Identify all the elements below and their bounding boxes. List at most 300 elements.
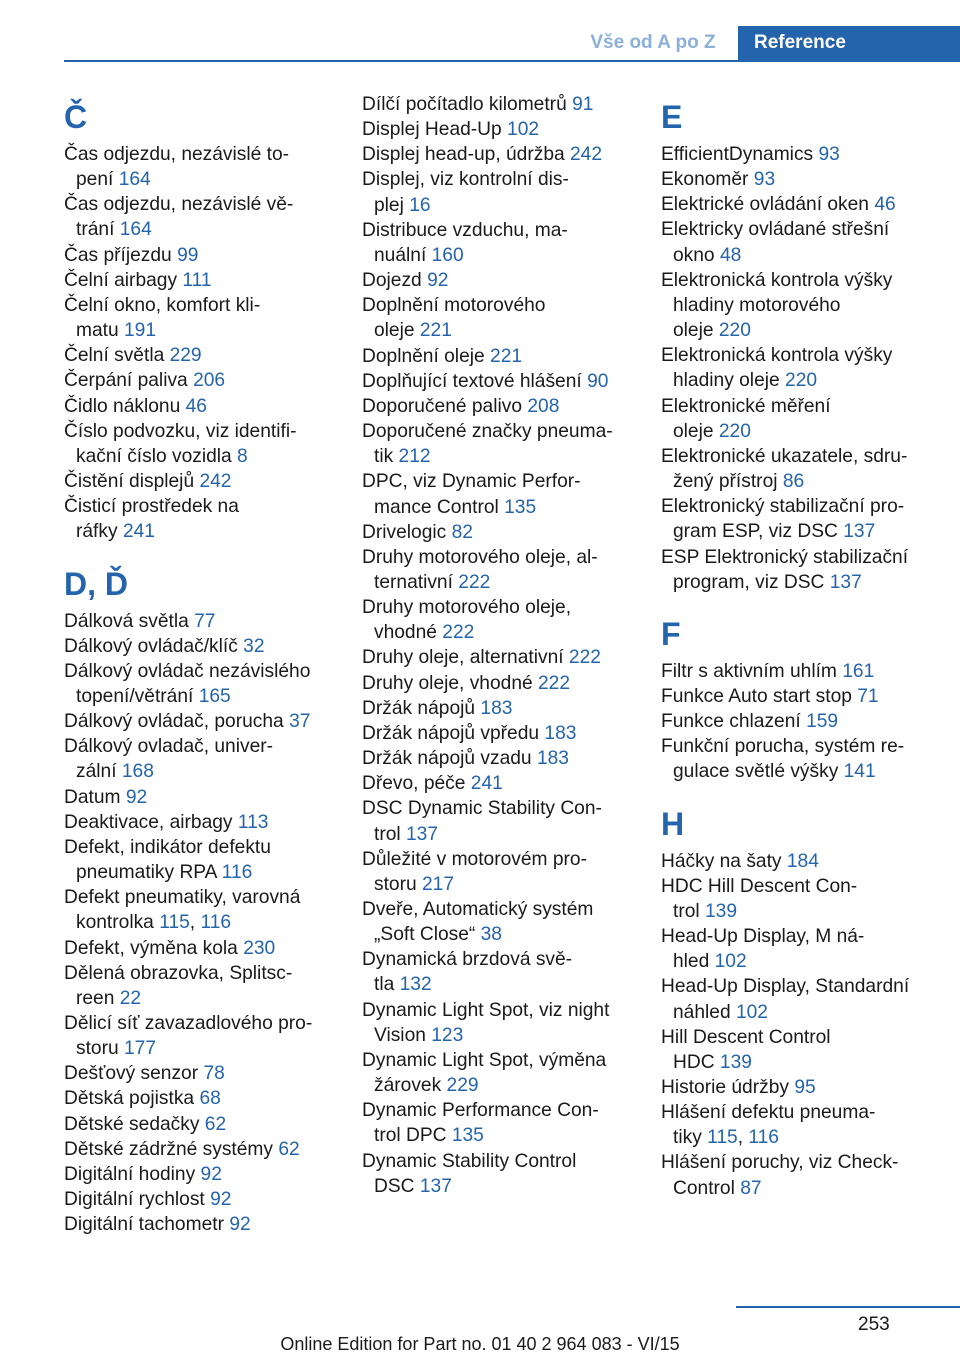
page-reference-link[interactable]: 38 [480, 924, 502, 946]
index-entry [64, 419, 324, 469]
page-reference-link[interactable]: 241 [470, 773, 503, 795]
index-entry [362, 344, 622, 369]
page-reference-link[interactable]: 92 [200, 1163, 222, 1185]
entry-text: Filtr s aktivním uhlím [661, 660, 837, 682]
index-entry [362, 721, 622, 746]
page-reference-link[interactable]: 184 [786, 850, 819, 872]
entry-text: Hlášení defektu pneuma- [661, 1102, 876, 1124]
page-reference-link[interactable]: 113 [237, 811, 269, 833]
page-reference-link[interactable]: 217 [422, 873, 455, 895]
index-entry [362, 545, 622, 595]
page-reference-link[interactable]: 102 [735, 1001, 768, 1023]
entry-text: Dynamická brzdová svě- [362, 949, 573, 971]
index-entry [661, 1150, 921, 1200]
entry-text: Čas odjezdu, nezávislé vě- [64, 194, 294, 216]
index-entry [64, 1061, 324, 1086]
entry-text: trol [673, 900, 700, 922]
entry-text: Defekt, indikátor defektu [64, 836, 271, 858]
page-reference-link[interactable]: 86 [782, 471, 805, 493]
index-entry [64, 1011, 324, 1061]
page-reference-link[interactable]: 183 [544, 722, 577, 744]
entry-text: žárovek [374, 1075, 442, 1097]
entry-text: Elektronická kontrola výšky [661, 269, 893, 291]
index-entry [661, 709, 921, 734]
index-entry [661, 394, 921, 444]
page-reference-link[interactable]: 222 [442, 622, 475, 644]
entry-text: Elektronická kontrola výšky [661, 345, 893, 367]
entry-text: Displej head-up, údržba [362, 144, 565, 166]
page-reference-link[interactable]: 48 [719, 244, 742, 266]
index-letter-heading: Č [64, 99, 88, 135]
entry-text: Displej, viz kontrolní dis- [362, 169, 569, 191]
entry-text: Druhy motorového oleje, [362, 597, 572, 619]
entry-text: nuální [374, 244, 427, 266]
entry-text: oleje [673, 420, 714, 442]
index-entry [661, 142, 921, 167]
entry-text: Doporučené značky pneuma- [362, 421, 613, 443]
page-reference-link[interactable]: 115 [159, 912, 190, 934]
index-entry [64, 192, 324, 242]
page-reference-link[interactable]: 91 [572, 94, 594, 115]
entry-text: EfficientDynamics [661, 144, 814, 165]
index-entry [362, 268, 622, 293]
page-reference-link[interactable]: 220 [718, 420, 751, 442]
entry-text: Elektronické ukazatele, sdru- [661, 445, 908, 467]
page-reference-link[interactable]: 221 [490, 345, 523, 367]
index-entry: Defekt pneumatiky, varovná kontrolka 115, 116 [64, 887, 301, 934]
index-entry [64, 243, 324, 268]
page-reference-link[interactable]: 46 [185, 395, 207, 417]
entry-text: Head-Up Display, Standardní [661, 976, 910, 998]
page-reference-link[interactable]: 102 [507, 119, 540, 141]
page-reference-link[interactable]: 161 [842, 660, 875, 682]
entry-text: Háčky na šaty [661, 850, 782, 872]
page-reference-link[interactable]: 212 [398, 446, 431, 468]
page-reference-link[interactable]: 116 [200, 912, 232, 934]
entry-text: Druhy oleje, vhodné [362, 672, 533, 694]
index-entry [64, 268, 324, 293]
index-entry [64, 785, 324, 810]
index-entry [362, 1098, 622, 1148]
page-reference-link[interactable]: 177 [124, 1038, 157, 1060]
page-reference-link[interactable]: 221 [419, 320, 452, 342]
entry-text: oleje [673, 320, 714, 342]
index-entry [64, 1187, 324, 1212]
index-entry [661, 1075, 921, 1100]
entry-text: hladiny oleje [673, 370, 780, 392]
index-entry [64, 1112, 324, 1137]
page-reference-link[interactable]: 141 [843, 761, 876, 783]
index-entry [661, 268, 921, 343]
entry-text: Dřevo, péče [362, 773, 466, 795]
entry-text: trol [374, 823, 401, 845]
index-entry [64, 634, 324, 659]
page-reference-link[interactable]: 241 [122, 521, 155, 543]
index-entry [362, 796, 622, 846]
index-entry [362, 469, 622, 519]
index-entry [362, 142, 622, 167]
index-entry [362, 92, 622, 117]
page-reference-link[interactable]: 92 [125, 786, 148, 808]
page-reference-link[interactable]: 116 [221, 862, 253, 884]
page-reference-link[interactable]: 46 [874, 194, 896, 216]
index-entry [362, 847, 622, 897]
entry-text: hladiny motorového [673, 294, 841, 316]
index-entry: Hlášení defektu pneuma- tiky 115, 116 [661, 1102, 876, 1149]
page-reference-link[interactable]: 164 [119, 219, 152, 241]
entry-text: Dělicí síť zavazadlového pro- [64, 1013, 313, 1034]
page-reference-link[interactable]: 139 [719, 1051, 752, 1073]
index-entry [64, 142, 324, 192]
index-entry [661, 545, 921, 595]
index-entry [362, 1048, 622, 1098]
index-entry [661, 217, 921, 267]
entry-text: matu [76, 320, 119, 342]
page-reference-link[interactable]: 222 [538, 672, 571, 694]
entry-text: Čas příjezdu [64, 244, 172, 266]
index-column-1 [64, 92, 324, 1237]
index-entry [661, 734, 921, 784]
index-column-3 [661, 92, 921, 1201]
entry-text: topení/větrání [76, 685, 194, 707]
entry-text: Dálkový ovladač, univer- [64, 736, 274, 758]
index-entry [661, 924, 921, 974]
entry-text: tiky [673, 1127, 702, 1149]
page-reference-link[interactable]: 137 [843, 521, 876, 543]
entry-text: trání [76, 219, 115, 241]
entry-text: Držák nápojů vpředu [362, 722, 540, 744]
entry-text: Doplňující textové hlášení [362, 370, 582, 392]
entry-text: Dálkový ovládač/klíč [64, 635, 238, 657]
index-entry [661, 494, 921, 544]
page-reference-link[interactable]: 92 [229, 1214, 251, 1236]
entry-text: „Soft Close“ [374, 924, 476, 946]
entry-text: Dynamic Performance Con- [362, 1100, 599, 1122]
page-reference-link[interactable]: 62 [278, 1138, 300, 1160]
entry-text: Historie údržby [661, 1077, 789, 1098]
page-reference-link[interactable]: 77 [194, 610, 216, 632]
index-entry [362, 218, 622, 268]
page-reference-link[interactable]: 220 [718, 320, 751, 342]
entry-text: Číslo podvozku, viz identifi- [64, 420, 297, 442]
index-entry [362, 746, 622, 771]
page-reference-link[interactable]: 139 [705, 900, 738, 922]
page-reference-link[interactable]: 208 [527, 395, 560, 417]
page-reference-link[interactable]: 32 [243, 635, 265, 657]
index-entry [661, 167, 921, 192]
entry-text: Dojezd [362, 270, 422, 292]
index-entry [362, 696, 622, 721]
index-entry [362, 897, 622, 947]
entry-text: Funkce Auto start stop [661, 685, 852, 707]
edition-footer: Online Edition for Part no. 01 40 2 964 083 - VI/15 [280, 1334, 680, 1354]
entry-text: pneumatiky RPA [76, 862, 217, 884]
entry-text: Dešťový senzor [64, 1063, 199, 1085]
page-reference-link[interactable]: 242 [199, 471, 232, 493]
page-reference-link[interactable]: 123 [431, 1024, 464, 1046]
entry-text: pení [76, 169, 114, 191]
page-reference-link[interactable]: 164 [118, 169, 151, 191]
entry-text: Vision [374, 1024, 426, 1046]
page-reference-link[interactable]: 62 [204, 1113, 227, 1135]
index-entry [64, 1086, 324, 1111]
index-entry [64, 810, 324, 835]
entry-text: reen [76, 987, 115, 1009]
entry-text: Čelní airbagy [64, 269, 178, 291]
entry-text: Dětská pojistka [64, 1088, 195, 1110]
page-reference-link[interactable]: 165 [198, 685, 231, 707]
index-entry [64, 659, 324, 709]
page-header [0, 26, 960, 60]
index-entry [64, 343, 324, 368]
entry-text: Dynamic Stability Control [362, 1150, 577, 1172]
entry-text: tik [374, 446, 394, 468]
page-reference-link[interactable]: 102 [714, 951, 747, 973]
entry-text: Dělená obrazovka, Splitsc- [64, 962, 293, 984]
entry-text: Důležité v motorovém pro- [362, 848, 587, 870]
entry-text: Drivelogic [362, 521, 447, 543]
entry-text: Doplnění oleje [362, 345, 485, 367]
page-reference-link[interactable]: 99 [177, 244, 199, 266]
index-entry [362, 167, 622, 217]
entry-text: Druhy oleje, alternativní [362, 647, 564, 669]
entry-text: Čistění displejů [64, 471, 195, 493]
entry-text: gram ESP, viz DSC [673, 521, 838, 543]
entry-text: Doplnění motorového [362, 295, 546, 317]
index-entry [64, 293, 324, 343]
page-reference-link[interactable]: 137 [419, 1175, 452, 1197]
entry-text: žený přístroj [673, 471, 778, 493]
index-entry [64, 1212, 324, 1237]
entry-text: mance Control [374, 496, 499, 518]
entry-text: ESP Elektronický stabilizační [661, 546, 909, 568]
page-reference-link[interactable]: 115 [707, 1127, 738, 1149]
index-entry [362, 394, 622, 419]
index-entry [64, 394, 324, 419]
entry-text: plej [374, 194, 404, 216]
entry-text: HDC [673, 1051, 715, 1073]
header-chapter-tab: Reference [738, 26, 960, 60]
page-reference-link[interactable]: 229 [446, 1075, 479, 1097]
entry-text: Dynamic Light Spot, výměna [362, 1049, 607, 1071]
index-letter-heading: H [661, 805, 685, 842]
page-reference-link[interactable]: 159 [806, 711, 839, 733]
index-entry [64, 469, 324, 494]
index-entry [661, 1025, 921, 1075]
index-entry [661, 659, 921, 684]
index-entry [362, 771, 622, 796]
entry-text: Čerpání paliva [64, 370, 188, 392]
index-entry [362, 293, 622, 343]
entry-text: oleje [374, 320, 415, 342]
index-entry [362, 419, 622, 469]
index-entry [64, 1137, 324, 1162]
entry-text: Hlášení poruchy, viz Check- [661, 1152, 899, 1174]
page-reference-link[interactable]: 135 [451, 1125, 484, 1147]
entry-text: Dětské zádržné systémy [64, 1138, 274, 1160]
entry-text: Dálkový ovládač nezávislého [64, 660, 311, 682]
page-reference-link[interactable]: 68 [199, 1088, 221, 1110]
page-reference-link[interactable]: 229 [169, 345, 202, 367]
index-entry [362, 117, 622, 142]
entry-text: Držák nápojů [362, 697, 476, 719]
entry-text: Druhy motorového oleje, al- [362, 546, 598, 568]
entry-text: Digitální rychlost [64, 1189, 205, 1211]
entry-text: Elektronické měření [661, 395, 831, 417]
entry-text: ternativní [374, 571, 453, 593]
entry-text: HDC Hill Descent Con- [661, 875, 858, 897]
entry-text: kontrolka [76, 912, 154, 934]
page-reference-link[interactable]: 93 [818, 144, 840, 165]
entry-text: zální [76, 761, 117, 783]
index-column-2 [362, 92, 622, 1199]
page-reference-link[interactable]: 135 [504, 496, 537, 518]
page-reference-link[interactable]: 137 [829, 571, 862, 593]
page-reference-link[interactable]: 90 [587, 370, 609, 392]
page-reference-link[interactable]: 37 [289, 711, 311, 733]
entry-text: Dálková světla [64, 610, 189, 632]
entry-text: gulace světlé výšky [673, 761, 839, 783]
entry-text: DSC Dynamic Stability Con- [362, 798, 602, 820]
page-reference-link[interactable]: 78 [203, 1063, 225, 1085]
entry-text: Elektricky ovládané střešní [661, 219, 890, 241]
page-reference-link[interactable]: 71 [857, 685, 879, 707]
entry-text: Čelní okno, komfort kli- [64, 294, 261, 316]
entry-text: DSC [374, 1175, 415, 1197]
entry-text: Funkce chlazení [661, 711, 801, 733]
entry-text: Head-Up Display, M ná- [661, 926, 865, 948]
header-section-title: Vše od A po Z [590, 32, 716, 53]
page-number: 253 [858, 1314, 890, 1335]
page-reference-link[interactable]: 87 [740, 1177, 762, 1199]
entry-text: Čelní světla [64, 345, 165, 367]
page-reference-link[interactable]: 137 [406, 823, 439, 845]
index-entry [362, 998, 622, 1048]
index-entry [64, 709, 324, 734]
entry-text: kační číslo vozidla [76, 445, 232, 467]
entry-text: Distribuce vzduchu, ma- [362, 219, 568, 241]
entry-text: Dynamic Light Spot, viz night [362, 999, 610, 1021]
index-entry [362, 1149, 622, 1199]
index-entry [661, 192, 921, 217]
index-entry [64, 961, 324, 1011]
index-entry [661, 343, 921, 393]
page-reference-link[interactable]: 183 [480, 697, 513, 719]
page-reference-link[interactable]: 230 [243, 937, 276, 959]
page-reference-link[interactable]: 92 [427, 270, 449, 292]
page-reference-link[interactable]: 116 [748, 1127, 779, 1149]
entry-text: storu [76, 1038, 119, 1060]
index-entry [64, 368, 324, 393]
page-reference-link[interactable]: 132 [399, 974, 432, 996]
index-entry [661, 849, 921, 874]
index-entry [64, 936, 324, 961]
index-entry [362, 595, 622, 645]
index-letter-heading: D, Ď [64, 565, 128, 602]
index-entry [661, 684, 921, 709]
page-reference-link[interactable]: 168 [121, 761, 154, 783]
entry-text: Dílčí počítadlo kilometrů [362, 94, 567, 115]
entry-text: Doporučené palivo [362, 395, 523, 417]
entry-text: vhodné [374, 622, 437, 644]
entry-text: Čidlo náklonu [64, 395, 181, 417]
entry-text: Čas odjezdu, nezávislé to- [64, 144, 290, 165]
entry-text: okno [673, 244, 715, 266]
index-letter-heading: E [661, 99, 683, 135]
page-reference-link[interactable]: 82 [451, 521, 473, 543]
index-entry [661, 444, 921, 494]
entry-text: Dětské sedačky [64, 1113, 200, 1135]
page-reference-link[interactable]: 92 [210, 1189, 232, 1211]
entry-text: Ekonoměr [661, 169, 749, 191]
page-reference-link[interactable]: 206 [193, 370, 226, 392]
entry-text: Dveře, Automatický systém [362, 899, 594, 920]
page-reference-link[interactable]: 22 [119, 987, 142, 1009]
entry-text: program, viz DSC [673, 571, 825, 593]
index-entry [64, 1162, 324, 1187]
entry-text: ráfky [76, 521, 118, 543]
header-rule [64, 60, 960, 62]
index-entry [362, 645, 622, 670]
entry-text: náhled [673, 1001, 731, 1023]
entry-text: tla [374, 974, 395, 996]
index-entry [64, 835, 324, 885]
page-reference-link[interactable]: 93 [753, 169, 776, 191]
entry-text: trol DPC [374, 1125, 447, 1147]
index-entry [362, 947, 622, 997]
page-reference-link[interactable]: 222 [568, 647, 601, 669]
entry-text: Dálkový ovládač, porucha [64, 711, 284, 733]
page-reference-link[interactable]: 183 [536, 748, 569, 770]
index-entry [362, 671, 622, 696]
entry-text: Elektrické ovládání oken [661, 194, 869, 216]
footer-rule [736, 1306, 960, 1308]
page-reference-link[interactable]: 95 [794, 1077, 816, 1098]
entry-text: Control [673, 1177, 735, 1199]
page-reference-link[interactable]: 191 [124, 320, 157, 342]
entry-text: storu [374, 873, 417, 895]
index-entry [64, 734, 324, 784]
entry-text: Displej Head-Up [362, 119, 502, 141]
entry-text: Defekt, výměna kola [64, 937, 238, 959]
index-entry [64, 494, 324, 544]
page-reference-link[interactable]: 8 [237, 445, 248, 467]
index-entry [362, 369, 622, 394]
page-reference-link[interactable]: 242 [570, 144, 603, 166]
index-letter-heading: F [661, 615, 681, 652]
entry-text: Čisticí prostředek na [64, 496, 239, 518]
entry-text: Digitální tachometr [64, 1214, 224, 1236]
page-reference-link[interactable]: 222 [458, 571, 491, 593]
page-reference-link[interactable]: 220 [785, 370, 818, 392]
entry-text: Deaktivace, airbagy [64, 811, 233, 833]
page-reference-link[interactable]: 111 [182, 269, 212, 291]
index-entry [661, 974, 921, 1024]
index-entry [661, 874, 921, 924]
page-reference-link[interactable]: 160 [431, 244, 464, 266]
entry-text: Hill Descent Control [661, 1026, 831, 1048]
entry-text: Digitální hodiny [64, 1163, 196, 1185]
entry-text: hled [673, 951, 710, 973]
page-reference-link[interactable]: 16 [409, 194, 431, 216]
entry-text: Elektronický stabilizační pro- [661, 496, 905, 518]
entry-text: Datum [64, 786, 121, 808]
entry-text: DPC, viz Dynamic Perfor- [362, 471, 581, 493]
entry-text: Defekt pneumatiky, varovná [64, 887, 301, 909]
index-entry [64, 609, 324, 634]
entry-text: Držák nápojů vzadu [362, 748, 532, 770]
entry-text: Funkční porucha, systém re- [661, 736, 905, 758]
